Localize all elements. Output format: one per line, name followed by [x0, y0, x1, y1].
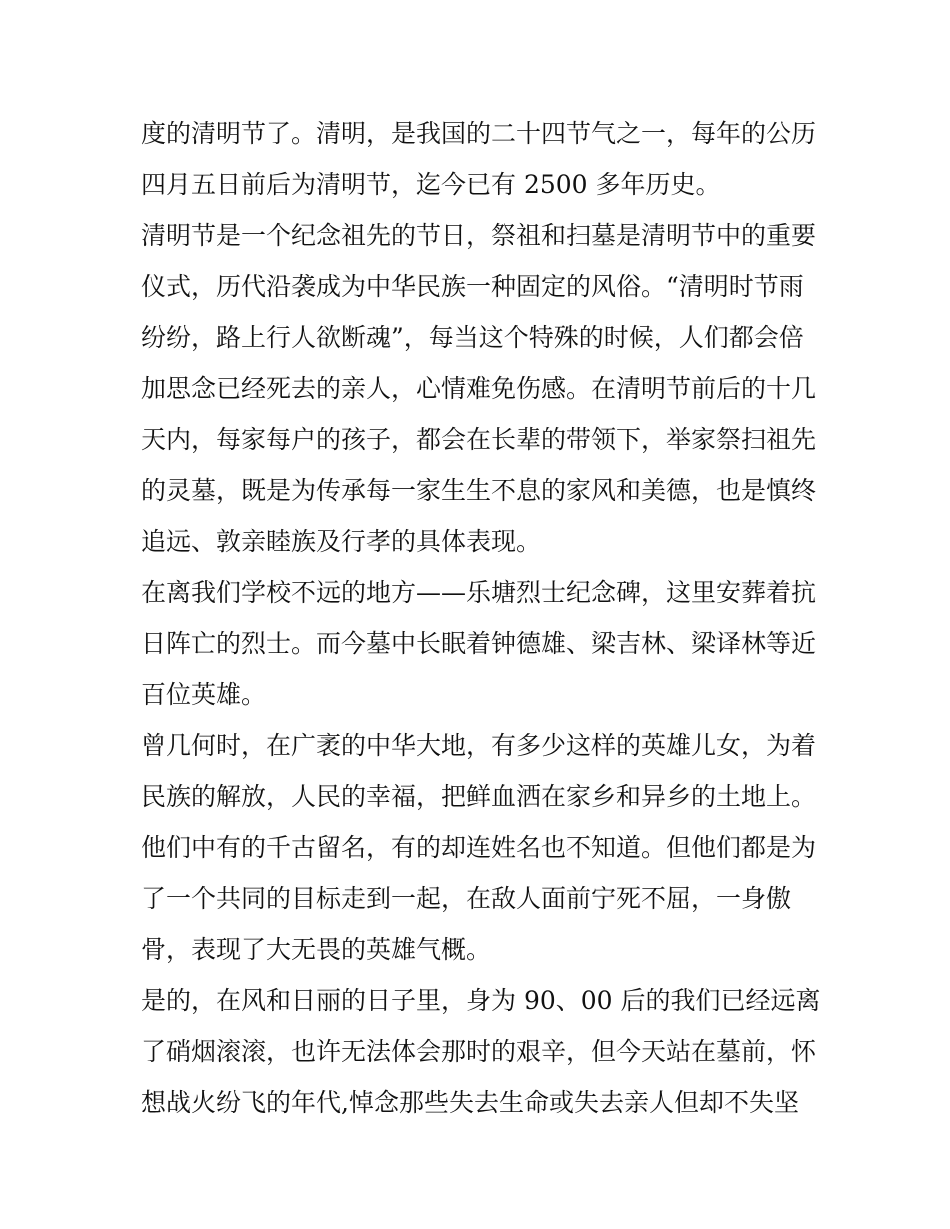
text-line: 了硝烟滚滚，也许无法体会那时的艰辛，但今天站在墓前，怀 [141, 1037, 817, 1066]
text-line: 加思念已经死去的亲人，心情难免伤感。在清明节前后的十几 [141, 374, 817, 403]
text-line: 民族的解放，人民的幸福，把鲜血洒在家乡和异乡的土地上。 [141, 782, 817, 811]
document-body [141, 108, 821, 1128]
text-line: 骨，表现了大无畏的英雄气概。 [141, 935, 492, 964]
text-line: 仪式，历代沿袭成为中华民族一种固定的风俗。“清明时节雨 [141, 272, 804, 301]
text-line: 了一个共同的目标走到一起，在敌人面前宁死不屈，一身傲 [141, 884, 792, 913]
text-line: 百位英雄。 [141, 680, 267, 709]
text-line: 天内，每家每户的孩子，都会在长辈的带领下，举家祭扫祖先 [141, 425, 817, 454]
text-line: 的灵墓，既是为传承每一家生生不息的家风和美德，也是慎终 [141, 476, 817, 505]
text-line: 追远、敦亲睦族及行孝的具体表现。 [141, 527, 542, 556]
text-line: 度的清明节了。清明，是我国的二十四节气之一，每年的公历 [141, 119, 817, 148]
text-line: 曾几何时，在广袤的中华大地，有多少这样的英雄儿女，为着 [141, 731, 817, 760]
text-line: 是的，在风和日丽的日子里，身为 90、00 后的我们已经远离 [141, 986, 821, 1015]
text-line: 清明节是一个纪念祖先的节日，祭祖和扫墓是清明节中的重要 [141, 221, 817, 250]
text-line: 他们中有的千古留名，有的却连姓名也不知道。但他们都是为 [141, 833, 817, 862]
text-line: 想战火纷飞的年代,悼念那些失去生命或失去亲人但却不失坚 [141, 1088, 799, 1117]
text-line: 在离我们学校不远的地方——乐塘烈士纪念碑，这里安葬着抗 [141, 578, 817, 607]
text-line: 四月五日前后为清明节，迄今已有 2500 多年历史。 [141, 170, 721, 199]
text-line: 日阵亡的烈士。而今墓中长眠着钟德雄、梁吉林、梁译林等近 [141, 629, 817, 658]
text-line: 纷纷，路上行人欲断魂”，每当这个特殊的时候，人们都会倍 [141, 323, 804, 352]
